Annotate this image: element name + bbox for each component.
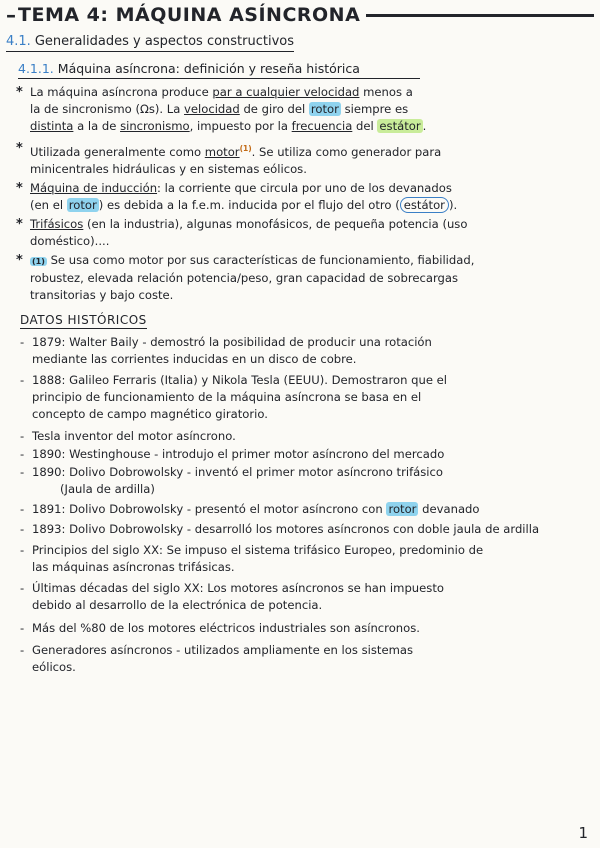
footnote-marker: (1) bbox=[32, 257, 45, 266]
highlight-rotor: rotor bbox=[68, 198, 97, 212]
history-item: - 1893: Dolivo Dobrowolsky - desarrolló los motores asíncronos con doble jaula de ardilla bbox=[20, 522, 540, 536]
star-bullet-icon: * bbox=[16, 85, 23, 100]
section-number: 4.1. bbox=[6, 34, 31, 49]
bullet-usage bbox=[16, 140, 582, 178]
history-item: - 1890: Westinghouse - introdujo el primer motor asíncrono del mercado bbox=[20, 447, 445, 461]
page-title bbox=[6, 2, 600, 28]
circled-estator: estátor bbox=[400, 197, 449, 213]
footnote-ref: (1) bbox=[239, 144, 252, 153]
star-bullet-icon: * bbox=[16, 217, 23, 232]
bullet-line: (en el rotor ) es debida a la f.e.m. inducida por el flujo del otro ( estátor ). bbox=[30, 198, 458, 212]
title-dash: – bbox=[6, 3, 16, 27]
bullet-induction bbox=[16, 180, 582, 214]
bullet-line: distinta a la de sincronismo, impuesto por la frecuencia del estátor . bbox=[30, 119, 427, 133]
title-underline bbox=[366, 14, 594, 17]
bullet-line: transitorias y bajo coste. bbox=[30, 288, 174, 302]
bullet-definition bbox=[16, 84, 582, 135]
star-bullet-icon: * bbox=[16, 141, 23, 156]
subsection-heading bbox=[18, 61, 420, 79]
bullet-line: Trifásicos (en la industria), algunas monofásicos, de pequeña potencia (uso bbox=[30, 217, 468, 231]
history-item: - Principios del siglo XX: Se impuso el sistema trifásico Europeo, predominio de las máquinas asíncronas trifásicas. bbox=[20, 543, 484, 574]
section-heading bbox=[6, 34, 294, 52]
bullet-line: doméstico).... bbox=[30, 234, 110, 248]
history-item: - 1888: Galileo Ferraris (Italia) y Nikola Tesla (EEUU). Demostraron que el principio de funcionamiento de la máquina asíncrona se basa en el concepto de campo magnético giratorio. bbox=[20, 373, 448, 421]
history-item: - Últimas décadas del siglo XX: Los motores asíncronos se han impuesto debido al desarrollo de la electrónica de potencia. bbox=[20, 581, 444, 612]
bullet-line: robustez, elevada relación potencia/peso, gran capacidad de sobrecargas bbox=[30, 271, 459, 285]
history-item: - Más del %80 de los motores eléctricos industriales son asíncronos. bbox=[20, 621, 420, 635]
star-bullet-icon: * bbox=[16, 181, 23, 196]
bullet-line: Utilizada generalmente como motor$^{(1)}$. Se utiliza como generador para bbox=[30, 144, 442, 159]
highlight-rotor: rotor bbox=[310, 102, 339, 116]
highlight-rotor: rotor bbox=[388, 502, 417, 516]
history-heading: DATOS HISTÓRICOS bbox=[20, 313, 147, 327]
history-item: - Tesla inventor del motor asíncrono. bbox=[20, 429, 236, 443]
footnote-block bbox=[16, 252, 582, 304]
bullet-phases bbox=[16, 216, 582, 250]
subsection-text: Máquina asíncrona: definición y reseña histórica bbox=[57, 61, 360, 76]
bullet-line: minicentrales hidráulicas y en sistemas eólicos. bbox=[30, 161, 307, 176]
star-bullet-icon: * bbox=[16, 253, 23, 268]
history-item: - Generadores asíncronos - utilizados ampliamente en los sistemas eólicos. bbox=[20, 643, 414, 674]
subsection-number: 4.1.1. bbox=[18, 61, 54, 76]
history-item: - 1890: Dolivo Dobrowolsky - inventó el primer motor asíncrono trifásico (Jaula de ardilla) bbox=[20, 465, 443, 496]
bullet-line: La máquina asíncrona produce par a cualquier velocidad menos a bbox=[30, 85, 413, 99]
title-text: TEMA 4: MÁQUINA ASÍNCRONA bbox=[18, 4, 361, 26]
page-number: 1 bbox=[578, 824, 588, 842]
bullet-line: la de sincronismo (Ωs). La velocidad de giro del rotor siempre es bbox=[30, 102, 409, 116]
history-item: - 1879: Walter Baily - demostró la posibilidad de producir una rotación mediante las corrientes inducidas en un disco de cobre. bbox=[20, 335, 432, 366]
section-text: Generalidades y aspectos constructivos bbox=[34, 34, 295, 49]
bullet-line: (1) Se usa como motor por sus características de funcionamiento, fiabilidad, bbox=[32, 253, 475, 267]
highlight-estator: estátor bbox=[379, 119, 421, 133]
history-item: - 1891: Dolivo Dobrowolsky - presentó el motor asíncrono con rotor devanado bbox=[20, 502, 480, 516]
bullet-line: Máquina de inducción: la corriente que circula por uno de los devanados bbox=[30, 181, 452, 195]
